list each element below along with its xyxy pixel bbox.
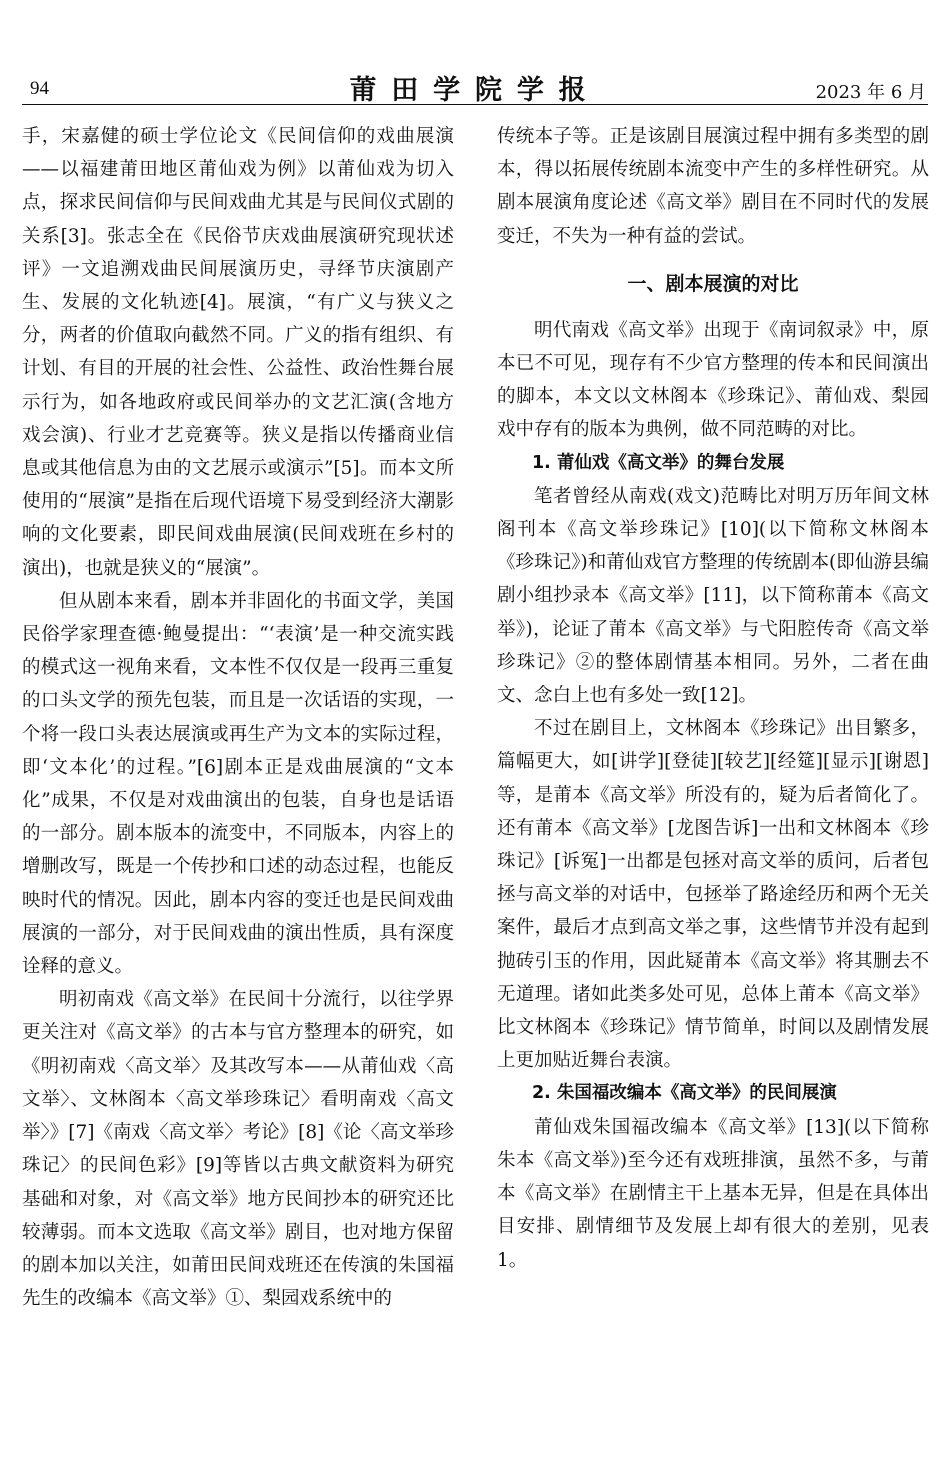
subsection-heading: 2. 朱国福改编本《高文举》的民间展演 <box>532 1083 837 1104</box>
right-column <box>497 120 929 1277</box>
journal-title: 莆田学院学报 <box>349 75 601 106</box>
body-paragraph: 笔者曾经从南戏(戏文)范畴比对明万历年间文林阁刊本《高文举珍珠记》[10](以下简称文林阁本《珍珠记》)和莆仙戏官方整理的传统剧本(即仙游县编剧小组抄录本《高文举》[11]，以下简称莆本《高文举》)，论证了莆本《高文举》与弋阳腔传奇《高文举珍珠记》②的整体剧情基本相同。另外，二者在曲文、念白上也有多处一致[12]。 <box>497 485 929 707</box>
body-paragraph: 传统本子等。正是该剧目展演过程中拥有多类型的剧本，得以拓展传统剧本流变中产生的多样性研究。从剧本展演角度论述《高文举》剧目在不同时代的发展变迁，不失为一种有益的尝试。 <box>497 126 929 247</box>
page-number: 94 <box>30 78 49 99</box>
body-paragraph: 手，宋嘉健的硕士学位论文《民间信仰的戏曲展演——以福建莆田地区莆仙戏为例》以莆仙戏为切入点，探求民间信仰与民间戏曲尤其是与民间仪式剧的关系[3]。张志全在《民俗节庆戏曲展演研究现状述评》一文追溯戏曲民间展演历史，寻绎节庆演剧产生、发展的文化轨迹[4]。展演，“有广义与狭义之分，两者的价值取向截然不同。广义的指有组织、有计划、有目的开展的社会性、公益性、政治性舞台展示行为，如各地政府或民间举办的文艺汇演(含地方戏会演)、行业才艺竞赛等。狭义是指以传播商业信息或其他信息为由的文艺展示或演示”[5]。而本文所使用的“展演”是指在后现代语境下易受到经济大潮影响的文化要素，即民间戏曲展演(民间戏班在乡村的演出)，也就是狭义的“展演”。 <box>22 126 454 579</box>
subsection-heading: 1. 莆仙戏《高文举》的舞台发展 <box>532 452 785 473</box>
page-header <box>22 64 928 105</box>
body-paragraph: 但从剧本来看，剧本并非固化的书面文学，美国民俗学家理查德·鲍曼提出：“‘表演’是一种交流实践的模式这一视角来看，文本性不仅仅是一段再三重复的口头文学的预先包装，而且是一次话语的实现，一个将一段口头表达展演或再生产为文本的实际过程，即‘文本化’的过程。”[6]剧本正是戏曲展演的“文本化”成果，不仅是对戏曲演出的包装，自身也是话语的一部分。剧本版本的流变中，不同版本，内容上的增删改写，既是一个传抄和口述的动态过程，也能反映时代的情况。因此，剧本内容的变迁也是民间戏曲展演的一部分，对于民间戏曲的演出性质，具有深度诠释的意义。 <box>22 590 454 978</box>
body-paragraph: 不过在剧目上，文林阁本《珍珠记》出目繁多，篇幅更大，如[讲学][登徒][较艺][经筵][显示][谢恩]等，是莆本《高文举》所没有的，疑为后者简化了。还有莆本《高文举》[龙图告诉]一出和文林阁本《珍珠记》[诉冤]一出都是包拯对高文举的质问，后者包拯与高文举的对话中，包拯举了路途经历和两个无关案件，最后才点到高文举之事，这些情节并没有起到抛砖引玉的作用，因此疑莆本《高文举》将其删去不无道理。诸如此类多处可见，总体上莆本《高文举》比文林阁本《珍珠记》情节简单，时间以及剧情发展上更加贴近舞台表演。 <box>497 718 929 1072</box>
left-column <box>22 120 454 1315</box>
body-paragraph: 明代南戏《高文举》出现于《南词叙录》中，原本已不可见，现存有不少官方整理的传本和民间演出的脚本，本文以文林阁本《珍珠记》、莆仙戏、梨园戏中存有的版本为典例，做不同范畴的对比。 <box>497 319 929 441</box>
issue-date: 2023 年 6 月 <box>815 82 926 103</box>
body-paragraph: 莆仙戏朱国福改编本《高文举》[13](以下简称朱本《高文举》)至今还有戏班排演，虽然不多，与莆本《高文举》在剧情主干上基本无异，但是在具体出目安排、剧情细节及发展上却有很大的差别，见表1。 <box>497 1116 929 1271</box>
body-paragraph: 明初南戏《高文举》在民间十分流行，以往学界更关注对《高文举》的古本与官方整理本的研究，如《明初南戏〈高文举〉及其改写本——从莆仙戏〈高文举〉、文林阁本〈高文举珍珠记〉看明南戏〈高文举〉》[7]《南戏〈高文举〉考论》[8]《论〈高文举珍珠记〉的民间色彩》[9]等皆以古典文献资料为研究基础和对象，对《高文举》地方民间抄本的研究还比较薄弱。而本文选取《高文举》剧目，也对地方保留的剧本加以关注，如莆田民间戏班还在传演的朱国福先生的改编本《高文举》①、梨园戏系统中的 <box>22 989 454 1310</box>
section-heading: 一、剧本展演的对比 <box>627 272 799 295</box>
